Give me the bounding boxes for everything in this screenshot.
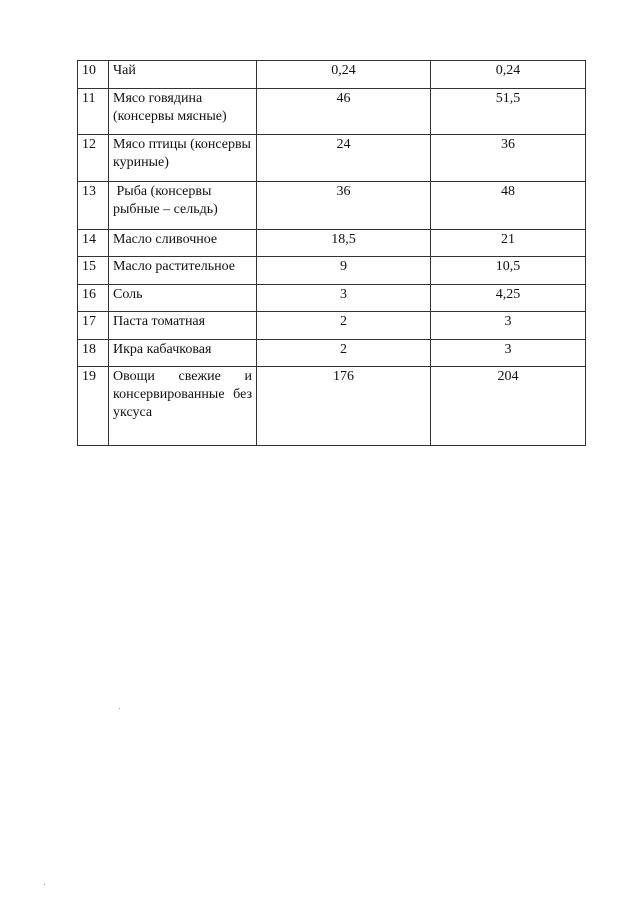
row-number: 16 xyxy=(78,285,109,312)
value-column-1: 46 xyxy=(257,89,431,135)
value-column-2: 4,25 xyxy=(431,285,586,312)
product-name: Паста томатная xyxy=(109,312,257,340)
row-number: 18 xyxy=(78,340,109,367)
row-number: 17 xyxy=(78,312,109,340)
product-name: Масло сливочное xyxy=(109,230,257,257)
scan-speck xyxy=(119,708,120,709)
value-column-1: 36 xyxy=(257,182,431,230)
value-column-1: 3 xyxy=(257,285,431,312)
product-name: Масло растительное xyxy=(109,257,257,285)
value-column-2: 3 xyxy=(431,340,586,367)
row-number: 19 xyxy=(78,367,109,446)
scan-speck xyxy=(44,884,45,885)
table-row xyxy=(78,230,586,257)
value-column-1: 24 xyxy=(257,135,431,182)
product-name: Рыба (консервы рыбные – сельдь) xyxy=(109,182,257,230)
value-column-2: 0,24 xyxy=(431,61,586,89)
value-column-1: 2 xyxy=(257,340,431,367)
value-column-2: 36 xyxy=(431,135,586,182)
table-row xyxy=(78,285,586,312)
product-name: Чай xyxy=(109,61,257,89)
value-column-1: 9 xyxy=(257,257,431,285)
value-column-1: 18,5 xyxy=(257,230,431,257)
table-row xyxy=(78,340,586,367)
table-row xyxy=(78,89,586,135)
value-column-1: 176 xyxy=(257,367,431,446)
value-column-2: 51,5 xyxy=(431,89,586,135)
table-row xyxy=(78,312,586,340)
table-row xyxy=(78,257,586,285)
food-norms-table xyxy=(77,60,586,446)
table-row xyxy=(78,367,586,446)
product-name: Овощи свежие и консервированные без уксуса xyxy=(109,367,257,446)
product-name: Мясо птицы (консервы куриные) xyxy=(109,135,257,182)
value-column-2: 48 xyxy=(431,182,586,230)
value-column-2: 21 xyxy=(431,230,586,257)
value-column-2: 204 xyxy=(431,367,586,446)
table-row xyxy=(78,135,586,182)
row-number: 14 xyxy=(78,230,109,257)
product-name: Икра кабачковая xyxy=(109,340,257,367)
value-column-1: 0,24 xyxy=(257,61,431,89)
product-name: Мясо говядина (консервы мясные) xyxy=(109,89,257,135)
table-row xyxy=(78,182,586,230)
row-number: 15 xyxy=(78,257,109,285)
value-column-1: 2 xyxy=(257,312,431,340)
row-number: 10 xyxy=(78,61,109,89)
row-number: 12 xyxy=(78,135,109,182)
product-name: Соль xyxy=(109,285,257,312)
table-row xyxy=(78,61,586,89)
row-number: 13 xyxy=(78,182,109,230)
row-number: 11 xyxy=(78,89,109,135)
value-column-2: 3 xyxy=(431,312,586,340)
value-column-2: 10,5 xyxy=(431,257,586,285)
